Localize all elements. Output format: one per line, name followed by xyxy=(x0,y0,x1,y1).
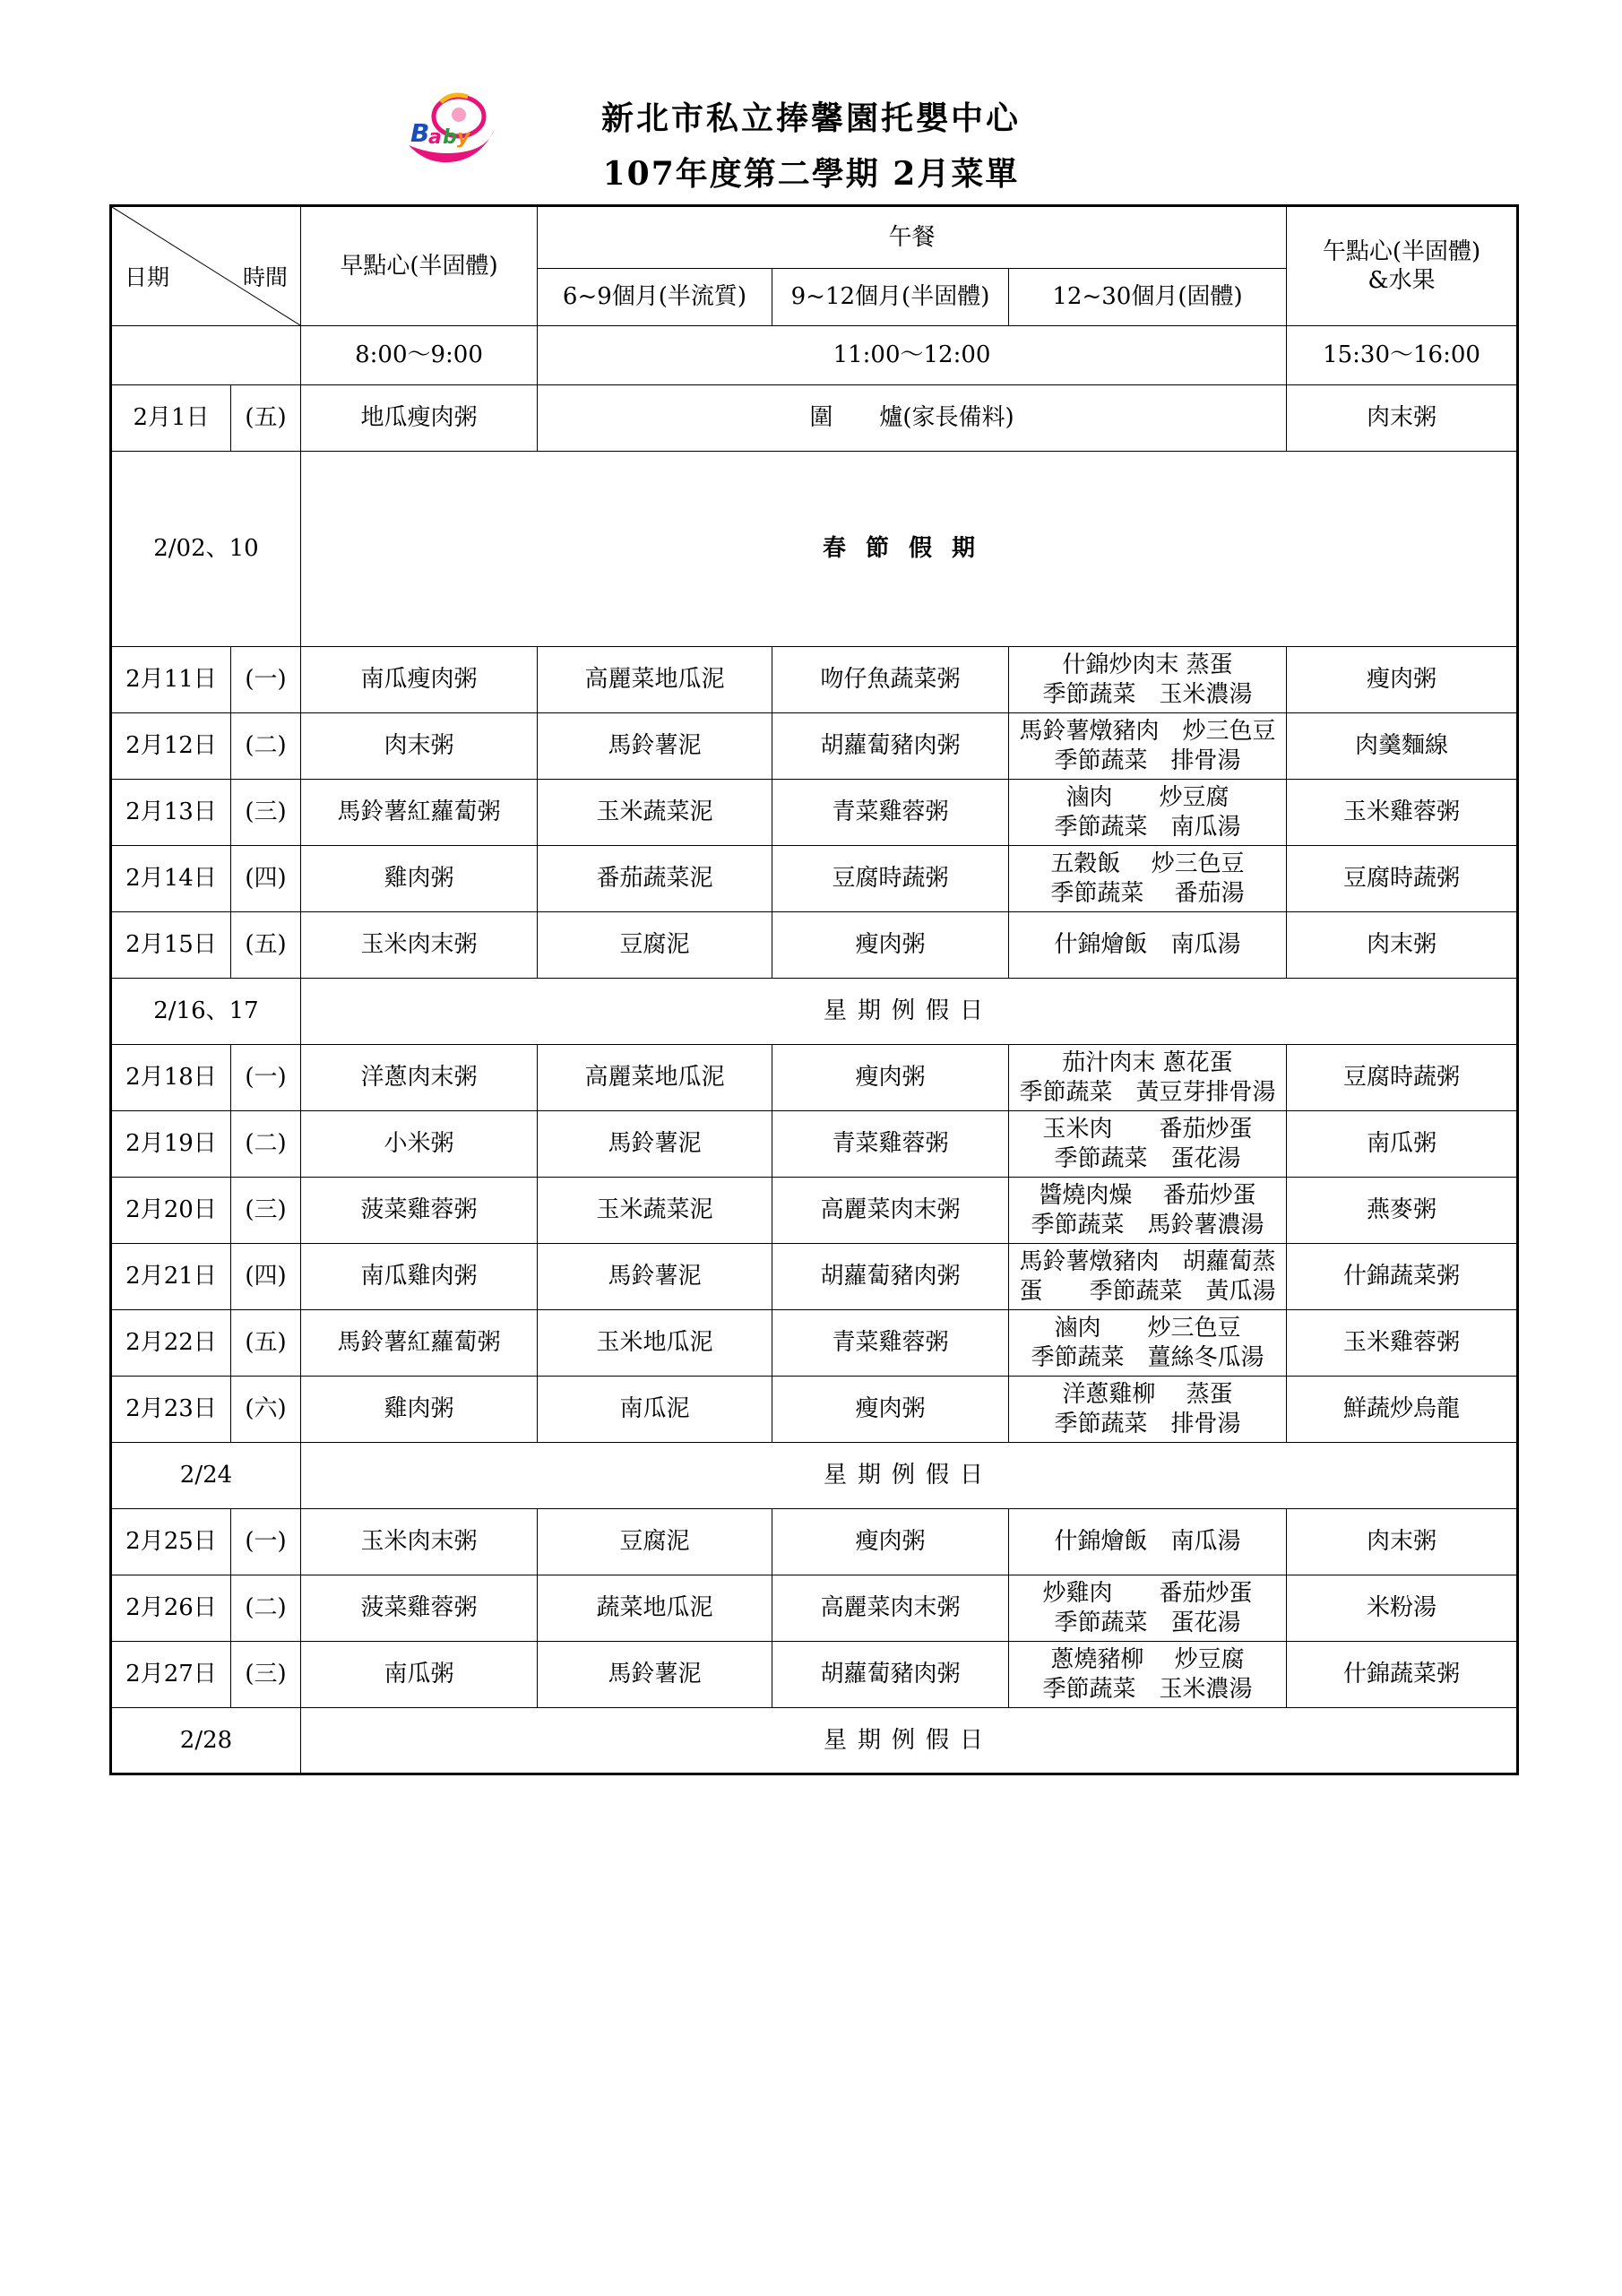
weekday-cell: (二) xyxy=(231,713,301,780)
lunch-12-30-cell: 滷肉 炒豆腐 季節蔬菜 南瓜湯 xyxy=(1009,780,1287,846)
lunch-12-30-cell: 玉米肉 番茄炒蛋 季節蔬菜 蛋花湯 xyxy=(1009,1111,1287,1178)
weekday-cell: (五) xyxy=(231,912,301,979)
lunch-12-30-cell: 茄汁肉末 蔥花蛋 季節蔬菜 黃豆芽排骨湯 xyxy=(1009,1045,1287,1111)
lunch-6-9-cell: 高麗菜地瓜泥 xyxy=(538,647,772,713)
lunch-12-30-cell: 洋蔥雞柳 蒸蛋 季節蔬菜 排骨湯 xyxy=(1009,1377,1287,1443)
date-cell: 2月22日 xyxy=(111,1310,231,1377)
table-row xyxy=(111,1111,1518,1178)
weekday-cell: (二) xyxy=(231,1111,301,1178)
lunch-9-12-cell: 高麗菜肉末粥 xyxy=(772,1178,1009,1244)
weekday-cell: (三) xyxy=(231,780,301,846)
lunch-6-9-cell: 番茄蔬菜泥 xyxy=(538,846,772,912)
table-row xyxy=(111,647,1518,713)
table-row xyxy=(111,1377,1518,1443)
breakfast-cell: 菠菜雞蓉粥 xyxy=(301,1575,538,1642)
table-row xyxy=(111,846,1518,912)
breakfast-cell: 地瓜瘦肉粥 xyxy=(301,385,538,452)
lunch-6-9-cell: 豆腐泥 xyxy=(538,1509,772,1575)
date-cell: 2月15日 xyxy=(111,912,231,979)
lunch-9-12-cell: 豆腐時蔬粥 xyxy=(772,846,1009,912)
lunch-12-30-cell: 什錦燴飯 南瓜湯 xyxy=(1009,912,1287,979)
lunch-6-9-header: 6~9個月(半流質) xyxy=(538,269,772,326)
lunch-6-9-cell: 馬鈴薯泥 xyxy=(538,1111,772,1178)
lunch-6-9-cell: 玉米地瓜泥 xyxy=(538,1310,772,1377)
lunch-9-12-cell: 胡蘿蔔豬肉粥 xyxy=(772,1642,1009,1708)
lunch-12-30-cell: 炒雞肉 番茄炒蛋 季節蔬菜 蛋花湯 xyxy=(1009,1575,1287,1642)
lunch-6-9-cell: 南瓜泥 xyxy=(538,1377,772,1443)
table-row xyxy=(111,1443,1518,1509)
lunch-6-9-cell: 玉米蔬菜泥 xyxy=(538,780,772,846)
holiday-cell: 星期例假日 xyxy=(301,1708,1518,1774)
table-row xyxy=(111,1708,1518,1774)
lunch-6-9-cell: 玉米蔬菜泥 xyxy=(538,1178,772,1244)
date-cell: 2月25日 xyxy=(111,1509,231,1575)
afternoon-time: 15:30～16:00 xyxy=(1287,326,1518,385)
lunch-9-12-header: 9~12個月(半固體) xyxy=(772,269,1009,326)
weekday-cell: (五) xyxy=(231,1310,301,1377)
svg-text:a: a xyxy=(428,126,442,149)
table-row xyxy=(111,1045,1518,1111)
table-row xyxy=(111,385,1518,452)
lunch-9-12-cell: 瘦肉粥 xyxy=(772,1377,1009,1443)
lunch-9-12-cell: 高麗菜肉末粥 xyxy=(772,1575,1009,1642)
weekday-cell: (三) xyxy=(231,1178,301,1244)
table-row xyxy=(111,452,1518,647)
lunch-9-12-cell: 瘦肉粥 xyxy=(772,1509,1009,1575)
breakfast-cell: 南瓜瘦肉粥 xyxy=(301,647,538,713)
date-cell: 2月26日 xyxy=(111,1575,231,1642)
date-cell: 2月18日 xyxy=(111,1045,231,1111)
afternoon-cell: 肉末粥 xyxy=(1287,912,1518,979)
breakfast-cell: 雞肉粥 xyxy=(301,846,538,912)
date-cell: 2月1日 xyxy=(111,385,231,452)
lunch-12-30-cell: 蔥燒豬柳 炒豆腐 季節蔬菜 玉米濃湯 xyxy=(1009,1642,1287,1708)
afternoon-cell: 豆腐時蔬粥 xyxy=(1287,846,1518,912)
lunch-6-9-cell: 馬鈴薯泥 xyxy=(538,1642,772,1708)
center-name: 新北市私立捧馨園托嬰中心 xyxy=(600,99,1021,137)
table-row xyxy=(111,979,1518,1045)
page-header xyxy=(0,0,1622,204)
breakfast-cell: 馬鈴薯紅蘿蔔粥 xyxy=(301,1310,538,1377)
lunch-12-30-cell: 馬鈴薯燉豬肉 胡蘿蔔蒸 蛋 季節蔬菜 黃瓜湯 xyxy=(1009,1244,1287,1310)
holiday-cell: 星期例假日 xyxy=(301,1443,1518,1509)
date-cell: 2月21日 xyxy=(111,1244,231,1310)
svg-text:y: y xyxy=(457,126,470,149)
weekday-cell: (五) xyxy=(231,385,301,452)
breakfast-cell: 南瓜粥 xyxy=(301,1642,538,1708)
afternoon-cell: 鮮蔬炒烏龍 xyxy=(1287,1377,1518,1443)
afternoon-cell: 南瓜粥 xyxy=(1287,1111,1518,1178)
afternoon-header: 午點心(半固體) &水果 xyxy=(1287,206,1518,326)
lunch-6-9-cell: 高麗菜地瓜泥 xyxy=(538,1045,772,1111)
lunch-12-30-cell: 什錦炒肉末 蒸蛋 季節蔬菜 玉米濃湯 xyxy=(1009,647,1287,713)
menu-table xyxy=(109,204,1519,1775)
lunch-12-30-cell: 什錦燴飯 南瓜湯 xyxy=(1009,1509,1287,1575)
breakfast-cell: 洋蔥肉末粥 xyxy=(301,1045,538,1111)
table-row xyxy=(111,912,1518,979)
afternoon-cell: 玉米雞蓉粥 xyxy=(1287,780,1518,846)
breakfast-time: 8:00～9:00 xyxy=(301,326,538,385)
date-time-corner-cell xyxy=(111,206,301,326)
lunch-12-30-header: 12~30個月(固體) xyxy=(1009,269,1287,326)
weekday-cell: (一) xyxy=(231,647,301,713)
lunch-9-12-cell: 吻仔魚蔬菜粥 xyxy=(772,647,1009,713)
table-row xyxy=(111,1642,1518,1708)
svg-text:B: B xyxy=(410,118,430,148)
date-cell: 2月19日 xyxy=(111,1111,231,1178)
table-row xyxy=(111,780,1518,846)
weekday-cell: (四) xyxy=(231,846,301,912)
breakfast-cell: 肉末粥 xyxy=(301,713,538,780)
afternoon-cell: 米粉湯 xyxy=(1287,1575,1518,1642)
weekday-cell: (三) xyxy=(231,1642,301,1708)
weekday-cell: (六) xyxy=(231,1377,301,1443)
lunch-12-30-cell: 滷肉 炒三色豆 季節蔬菜 薑絲冬瓜湯 xyxy=(1009,1310,1287,1377)
afternoon-cell: 什錦蔬菜粥 xyxy=(1287,1244,1518,1310)
time-label: 時間 xyxy=(242,263,288,290)
table-row xyxy=(111,713,1518,780)
date-cell: 2月23日 xyxy=(111,1377,231,1443)
afternoon-cell: 什錦蔬菜粥 xyxy=(1287,1642,1518,1708)
breakfast-header: 早點心(半固體) xyxy=(301,206,538,326)
weekday-cell: (四) xyxy=(231,1244,301,1310)
lunch-6-9-cell: 豆腐泥 xyxy=(538,912,772,979)
date-cell: 2月11日 xyxy=(111,647,231,713)
lunch-header: 午餐 xyxy=(538,206,1287,269)
lunch-12-30-cell: 馬鈴薯燉豬肉 炒三色豆 季節蔬菜 排骨湯 xyxy=(1009,713,1287,780)
breakfast-cell: 玉米肉末粥 xyxy=(301,1509,538,1575)
lunch-6-9-cell: 馬鈴薯泥 xyxy=(538,1244,772,1310)
date-cell: 2/24 xyxy=(111,1443,301,1509)
date-cell: 2月13日 xyxy=(111,780,231,846)
lunch-9-12-cell: 青菜雞蓉粥 xyxy=(772,780,1009,846)
date-cell: 2月14日 xyxy=(111,846,231,912)
lunch-9-12-cell: 胡蘿蔔豬肉粥 xyxy=(772,713,1009,780)
afternoon-cell: 玉米雞蓉粥 xyxy=(1287,1310,1518,1377)
weekday-cell: (二) xyxy=(231,1575,301,1642)
date-cell: 2/28 xyxy=(111,1708,301,1774)
lunch-12-30-cell: 醬燒肉燥 番茄炒蛋 季節蔬菜 馬鈴薯濃湯 xyxy=(1009,1178,1287,1244)
afternoon-cell: 肉羹麵線 xyxy=(1287,713,1518,780)
holiday-title-cell: 春節假期 xyxy=(301,452,1518,647)
lunch-9-12-cell: 青菜雞蓉粥 xyxy=(772,1310,1009,1377)
lunch-9-12-cell: 胡蘿蔔豬肉粥 xyxy=(772,1244,1009,1310)
time-row-blank xyxy=(111,326,301,385)
lunch-12-30-cell: 五穀飯 炒三色豆 季節蔬菜 番茄湯 xyxy=(1009,846,1287,912)
lunch-time: 11:00～12:00 xyxy=(538,326,1287,385)
date-label: 日期 xyxy=(125,263,170,290)
breakfast-cell: 雞肉粥 xyxy=(301,1377,538,1443)
table-row xyxy=(111,1310,1518,1377)
lunch-9-12-cell: 青菜雞蓉粥 xyxy=(772,1111,1009,1178)
table-row xyxy=(111,1244,1518,1310)
breakfast-cell: 小米粥 xyxy=(301,1111,538,1178)
breakfast-cell: 南瓜雞肉粥 xyxy=(301,1244,538,1310)
breakfast-cell: 菠菜雞蓉粥 xyxy=(301,1178,538,1244)
time-row xyxy=(111,326,1518,385)
breakfast-cell: 玉米肉末粥 xyxy=(301,912,538,979)
afternoon-cell: 肉末粥 xyxy=(1287,385,1518,452)
svg-text:b: b xyxy=(443,126,457,149)
date-cell: 2月12日 xyxy=(111,713,231,780)
date-cell: 2月27日 xyxy=(111,1642,231,1708)
afternoon-cell: 燕麥粥 xyxy=(1287,1178,1518,1244)
lunch-9-12-cell: 瘦肉粥 xyxy=(772,912,1009,979)
header-row-1 xyxy=(111,206,1518,269)
menu-title: 107年度第二學期 2月菜單 xyxy=(602,155,1020,193)
weekday-cell: (一) xyxy=(231,1045,301,1111)
table-row xyxy=(111,1575,1518,1642)
date-cell: 2/16、17 xyxy=(111,979,301,1045)
lunch-6-9-cell: 馬鈴薯泥 xyxy=(538,713,772,780)
lunch-6-9-cell: 蔬菜地瓜泥 xyxy=(538,1575,772,1642)
holiday-cell: 星期例假日 xyxy=(301,979,1518,1045)
lunch-merged-cell: 圍 爐(家長備料) xyxy=(538,385,1287,452)
date-cell: 2/02、10 xyxy=(111,452,301,647)
breakfast-cell: 馬鈴薯紅蘿蔔粥 xyxy=(301,780,538,846)
table-row xyxy=(111,1178,1518,1244)
afternoon-cell: 豆腐時蔬粥 xyxy=(1287,1045,1518,1111)
afternoon-cell: 肉末粥 xyxy=(1287,1509,1518,1575)
weekday-cell: (一) xyxy=(231,1509,301,1575)
afternoon-cell: 瘦肉粥 xyxy=(1287,647,1518,713)
date-cell: 2月20日 xyxy=(111,1178,231,1244)
table-row xyxy=(111,1509,1518,1575)
lunch-9-12-cell: 瘦肉粥 xyxy=(772,1045,1009,1111)
